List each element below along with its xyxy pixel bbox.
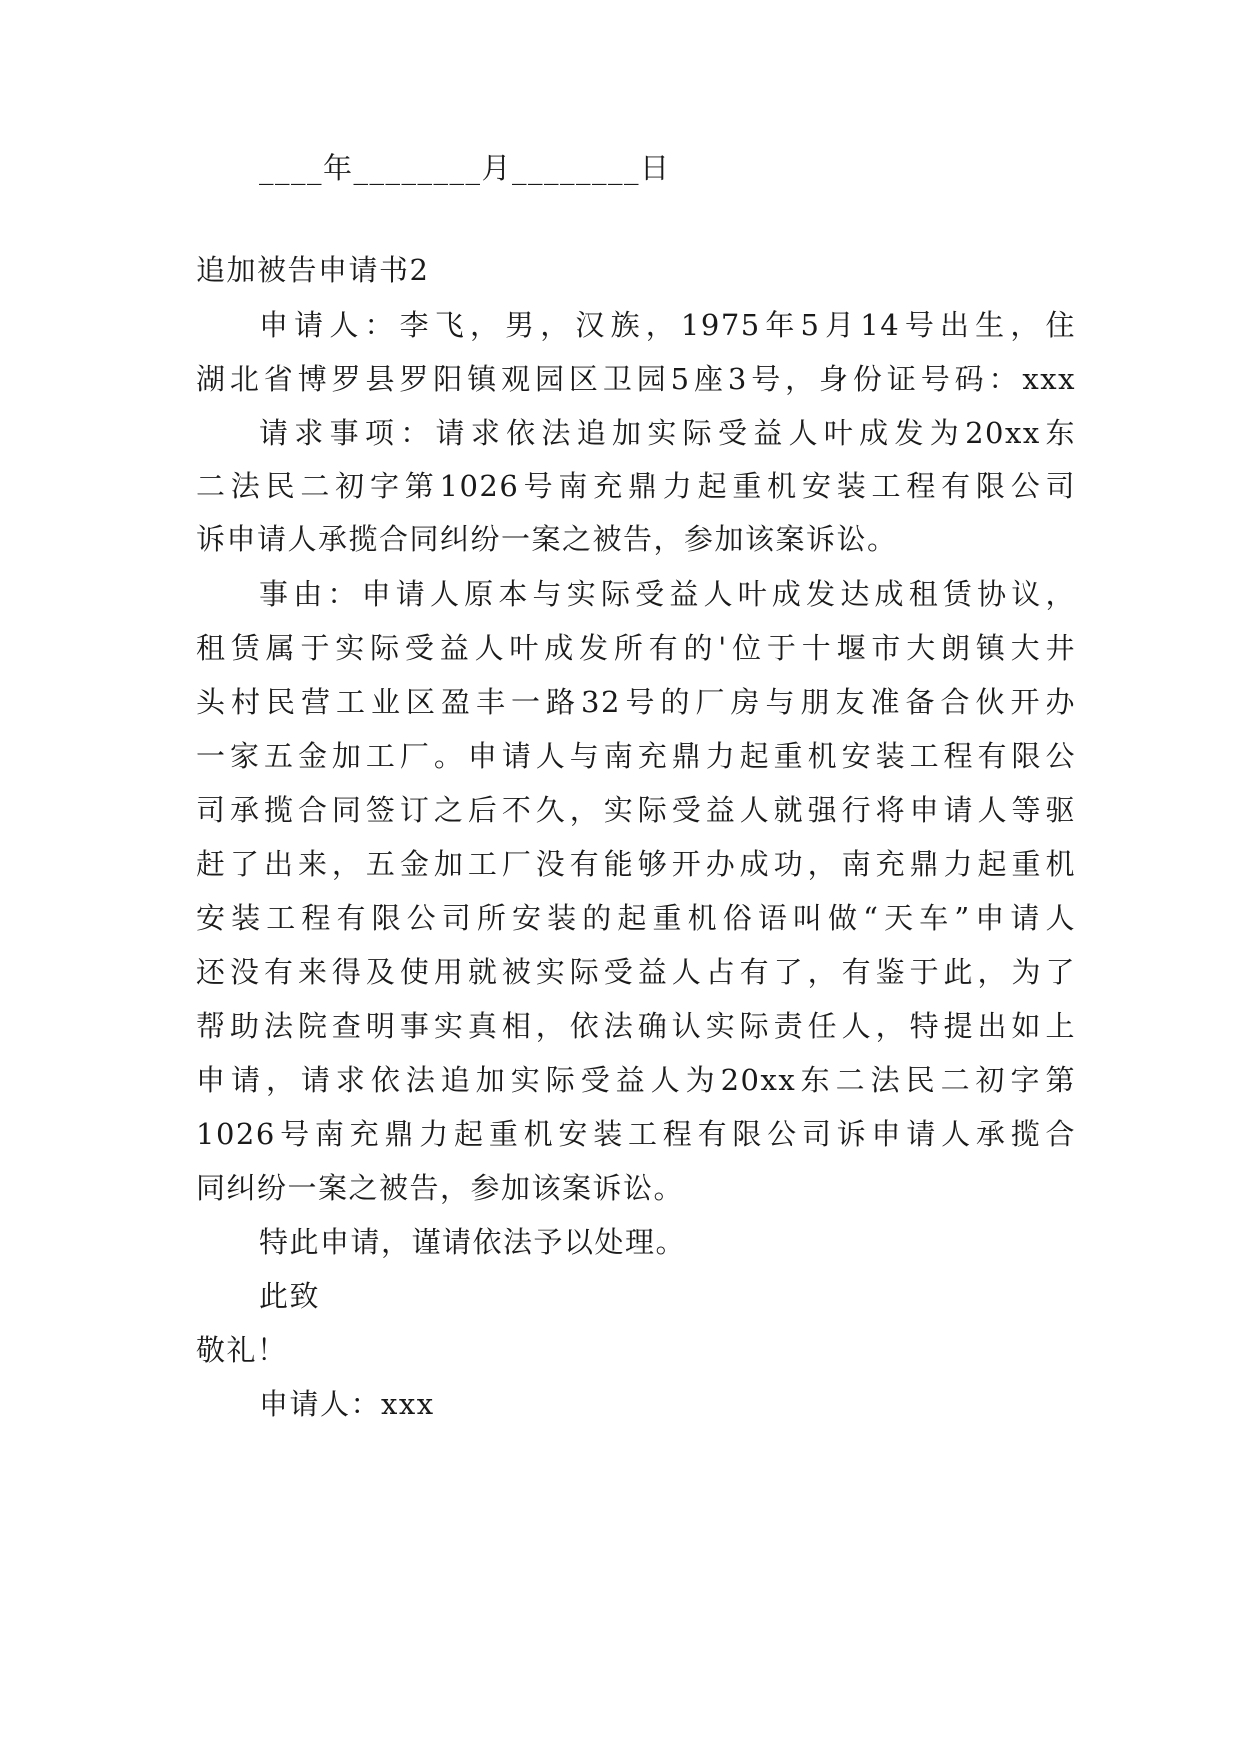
- reason-line: 事由：申请人原本与实际受益人叶成发达成租赁协议，: [259, 577, 1076, 611]
- reason-line: 租赁属于实际受益人叶成发所有的'位于十堰市大朗镇大井: [196, 631, 1076, 665]
- reason-line: 头村民营工业区盈丰一路32号的厂房与朋友准备合伙开办: [196, 685, 1076, 719]
- closing-request: 特此申请，谨请依法予以处理。: [259, 1225, 687, 1259]
- reason-line: 1026号南充鼎力起重机安装工程有限公司诉申请人承揽合: [196, 1117, 1076, 1151]
- reason-line: 申请，请求依法追加实际受益人为20xx东二法民二初字第: [196, 1063, 1076, 1097]
- reason-line: 赶了出来，五金加工厂没有能够开办成功，南充鼎力起重机: [196, 847, 1076, 881]
- reason-line: 还没有来得及使用就被实际受益人占有了，有鉴于此，为了: [196, 955, 1076, 989]
- reason-line: 司承揽合同签订之后不久，实际受益人就强行将申请人等驱: [196, 793, 1076, 827]
- salutation-jing-li: 敬礼！: [196, 1333, 288, 1367]
- request-line: 二法民二初字第1026号南充鼎力起重机安装工程有限公司: [196, 469, 1076, 503]
- applicant-info-line: 申请人：李飞，男，汉族，1975年5月14号出生，住: [259, 308, 1076, 342]
- applicant-info-line: 湖北省博罗县罗阳镇观园区卫园5座3号，身份证号码：xxx: [196, 362, 1076, 396]
- reason-line: 安装工程有限公司所安装的起重机俗语叫做“天车”申请人: [196, 901, 1076, 935]
- reason-line: 帮助法院查明事实真相，依法确认实际责任人，特提出如上: [196, 1009, 1076, 1043]
- request-line: 诉申请人承揽合同纠纷一案之被告，参加该案诉讼。: [196, 522, 898, 556]
- date-line: ____年________月________日: [259, 151, 671, 185]
- salutation-ci-zhi: 此致: [259, 1279, 321, 1313]
- signature-line: 申请人：xxx: [259, 1387, 435, 1421]
- document-heading: 追加被告申请书2: [196, 253, 430, 287]
- request-line: 请求事项：请求依法追加实际受益人叶成发为20xx东: [259, 416, 1076, 450]
- reason-line: 一家五金加工厂。申请人与南充鼎力起重机安装工程有限公: [196, 739, 1076, 773]
- reason-line: 同纠纷一案之被告，参加该案诉讼。: [196, 1171, 685, 1205]
